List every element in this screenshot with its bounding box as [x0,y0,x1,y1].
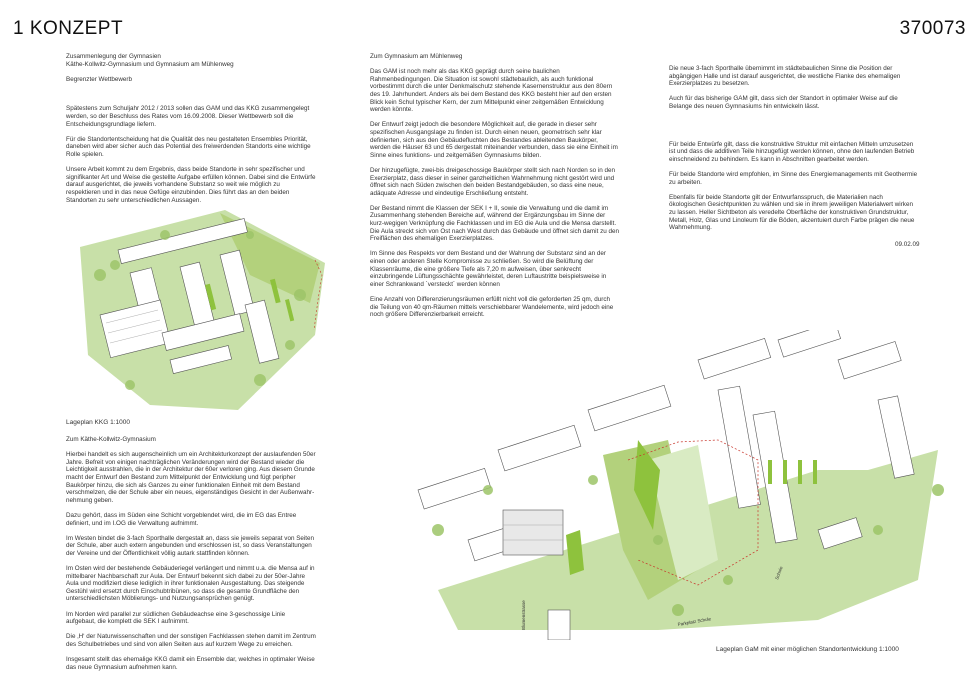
summary-paragraph: Für beide Entwürfe gilt, dass die konstruktive Struktur mit einfachen Mitteln umzusetzen ist und dass die additiven Teile hinzugefügt werden können, ohne den laufenden Betrieb einschneidend zu behindern. Es kann in Abschnitten gearbeitet werden. [669,140,915,163]
date-label: 09.02.09 [895,241,920,248]
summary-paragraph: Auch für das bisherige GAM gilt, dass sich der Standort in optimaler Weise auf die Belange des neuen Gymnasiums hin entwickeln lässt. [669,95,898,110]
gam-column [370,53,620,326]
street-label: Schule [774,565,784,581]
kkg-paragraph: Im Osten wird der bestehende Gebäuderiegel verlängert und nimmt u.a. die Mensa auf in mittelbarer Nachbarschaft zur Aula. Der Entwurf bekennt sich dabei zu der 50er-Jahre Aula und modifiziert diese lediglich in ihrer funktionalen Ausgestaltung. Das steigende Gestühl wird ersetzt durch Einschubtribünen, so dass die gesamte Grundfläche den unterschiedlichsten Möblierungs- und Nutzungsansprüchen genügt. [66,565,315,603]
kkg-map-caption: Lageplan KKG 1:1000 [66,419,130,426]
kkg-paragraph: Hierbei handelt es sich augenscheinlich um ein Architekturkonzept der auslaufenden 50er Jahre. Befreit von einigen nachträglichen Veränderungen wird der Bestand wieder die Leichtigkeit ausstrahlen, die in der Architektur der 60er verloren ging. Aus diesem Grunde macht der Entwurf den Bestand zum Mittelpunkt der Entwicklung und fügt peripher Baukörper hinzu, die sich als Ganzes zu einer funktionalen Einheit mit dem Bestand verschmelzen, die der Schule aber ein neues, eigenständiges Gesicht in der Außenwahr-nehmung geben. [66,451,316,504]
gam-map-caption: Lageplan GaM mit einer möglichen Standortentwicklung 1:1000 [716,646,899,653]
gam-paragraph: Eine Anzahl von Differenzierungsräumen erfüllt nicht voll die geforderten 25 qm, durch die Teilung von 40 qm-Räumen mittels verschiebbarer Wandelemente, wird jedoch eine noch größere Differenzierbarkeit erreicht. [370,296,614,319]
street-label: Blumenstrasse [521,600,526,630]
intro-paragraph: Spätestens zum Schuljahr 2012 / 2013 sollen das GAM und das KKG zusammengelegt werden, so der Beschluss des Rates vom 16.09.2008. Dieser Wettbewerb soll die Entscheidungsgrundlage liefern. [66,105,310,128]
intro-column [66,53,316,212]
gam-paragraph: Im Sinne des Respekts vor dem Bestand und der Wahrung der Substanz sind an der einen oder anderen Stelle Kompromisse zu schließen. So wird die Belüftung der Klassenräume, die eine größere Tiefe als 7,20 m aufweisen, über senkrecht einzubringende Lüftungsschächte gewährleistet, deren Luftaustritte beispielsweise in einer Schrankwand ´versteckt´ werden können [370,250,607,288]
kkg-paragraph: Dazu gehört, dass im Süden eine Schicht vorgeblendet wird, die im EG das Entree definiert, und im I.OG die Verwaltung aufnimmt. [66,511,297,527]
summary-paragraph: Für beide Standorte wird empfohlen, im Sinne des Energiemanagements mit Geothermie zu arbeiten. [669,170,918,186]
kkg-heading: Zum Käthe-Kollwitz-Gymnasium [66,436,156,443]
intro-heading: Zusammenlegung der Gymnasien Käthe-Kollwitz-Gymnasium und Gymnasium am Mühlenweg [66,53,234,68]
summary-paragraph: Die neue 3-fach Sporthalle übernimmt im städtebaulichen Sinne die Position der abgängigen Halle und ist darauf ausgerichtet, die westliche Flanke des ehemaligen Exerzierplatzes zu besetzen. [669,65,901,88]
intro-paragraph: Für die Standortentscheidung hat die Qualität des neu gestalteten Ensembles Priorität, daneben wird aber sicher auch das Potential des freiwerdenden Standorts eine wichtige Rolle spielen. [66,135,311,158]
intro-subheading: Begrenzter Wettbewerb [66,75,133,83]
gam-paragraph: Der Entwurf zeigt jedoch die besondere Möglichkeit auf, die gerade in dieser sehr spezifischen Ausgangslage zu finden ist. Durch einen neuen, geometrisch sehr klar definierten, sich aus den Gebäudefluchten des Bestandes ableitenden Baukörper, werden die Häuser 63 und 65 dergestalt miteinander verbunden, dass sie eine Einheit im Sinne eines funktions- und zeitgemäßen Gymnasiums bilden. [370,121,618,159]
gam-paragraph: Das GAM ist noch mehr als das KKG geprägt durch seine baulichen Rahmenbedingungen. Die Situation ist sowohl städtebaulich, als auch funktional vorbestimmt durch die unter Denkmalschutz stehende Kasernenstruktur aus den 80ern des 19. Jahrhundert. Anders als bei dem Bestand des KKG besteht hier auf den ersten Blick kein Schul typischer Kern, der zum Mittelpunkt einer zeitgemäßen Entwicklung werden könnte. [370,68,613,114]
kkg-site-plan [70,205,335,415]
kkg-paragraph: Im Norden wird parallel zur südlichen Gebäudeachse eine 3-geschossige Linie aufgebaut, die komplett die SEK I aufnimmt. [66,610,286,626]
street-label: Parkplatz Schule [677,616,712,627]
gam-paragraph: Der Bestand nimmt die Klassen der SEK I + II, sowie die Verwaltung und die damit im Zusammenhang stehenden Bereiche auf, während der Ergänzungsbau im Sinne der kurz-wegigen Verknüpfung die Fachklassen und im EG die Aula und die Mensa darstellt. Die Aula streckt sich von Ost nach West durch das Gebäude und öffnet sich damit zu den Freiflächen des ehemaligen Exerzierplatzes. [370,204,619,243]
kkg-paragraph: Im Westen bindet die 3-fach Sporthalle dergestalt an, dass sie jeweils separat von Seiten der Schule, aber auch extern angebunden und erschlossen ist, so dass Veranstaltungen der Vereine und der Öffentlichkeit völlig autark stattfinden können. [66,534,315,557]
gam-paragraph: Der hinzugefügte, zwei-bis dreigeschossige Baukörper stellt sich nach Norden so in den Exerzierplatz, dass dieser in seiner ganzheitlichen Wahrnehmung nicht gestört wird und öffnet sich nach Süden zwischen den beiden Bestandgebäuden, so dass eine neue, adäquate Adresse und eindeutige Erschließung entsteht. [370,166,616,197]
kkg-column [66,436,316,679]
gam-heading: Zum Gymnasium am Mühlenweg [370,53,463,60]
gam-site-plan [398,330,979,640]
summary-column [669,65,921,239]
summary-paragraph: Ebenfalls für beide Standorte gilt der Entwurfansspruch, die Materialien nach ökologischen Gesichtpunkten zu wählen und sie in ihrem jeweiligen Materialwert wirken zu lassen. Heller Sichtbeton als veredelte Oberfläche der konstruktiven Grundstruktur, Metall, Holz, Glas und Linoleum für die Böden, akzentuiert durch Farbe prägen die neue Wahrnehmung. [669,193,915,232]
kkg-paragraph: Die ‚H‘ der Naturwissenschaften und der sonstigen Fachklassen stehen damit im Zentrum des Schulbetriebes und sind von allen Seiten aus auf kurzem Wege zu erreichen. [66,633,316,649]
kkg-paragraph: Insgesamt stellt das ehemalige KKG damit ein Ensemble dar, welches in optimaler Weise das neue Gymnasium aufnehmen kann. [66,656,315,671]
intro-paragraph: Unsere Arbeit kommt zu dem Ergebnis, dass beide Standorte in sehr spezifischer und signifikanter Art und Weise die gestellte Aufgabe erfüllen können. Dabei sind die Entwürfe darauf ausgerichtet, die jeweils vorhandene Substanz so weit wie möglich zu respektieren und in das neue Gefüge einzubinden. Dies führt das an den beiden Standorten zu sehr unterschiedlichen Aussagen. [66,166,316,204]
page-title: 1 KONZEPT [13,18,124,39]
competition-number: 370073 [899,18,966,39]
